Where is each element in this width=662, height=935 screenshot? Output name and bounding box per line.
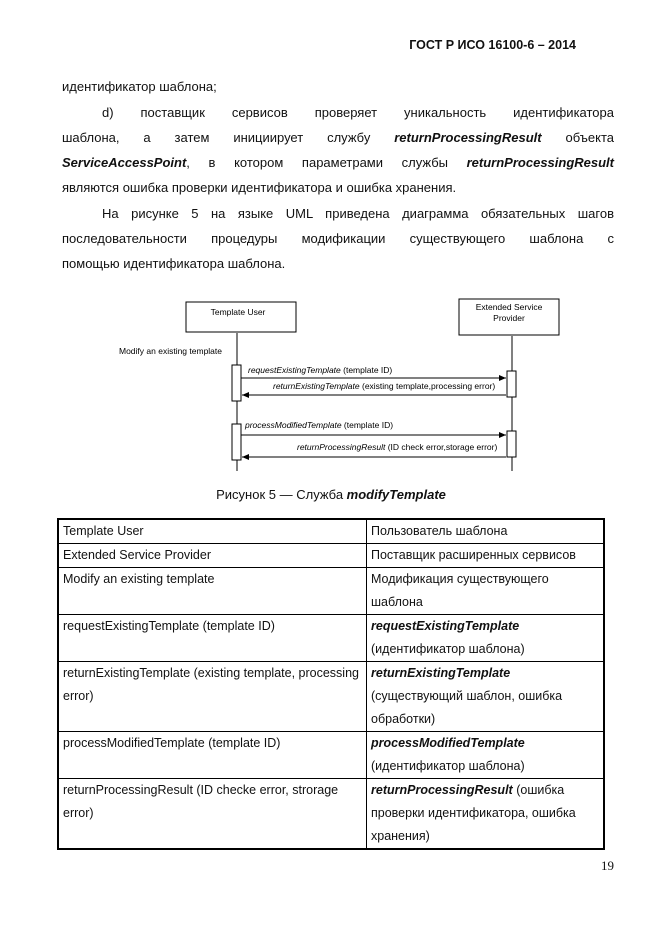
message-name: requestExistingTemplate xyxy=(248,365,341,375)
text-run: объекта xyxy=(541,130,614,145)
term-translation: (идентификатор шаблона) xyxy=(371,642,525,656)
table-row xyxy=(58,568,604,615)
term-translation: Поставщик расширенных сервисов xyxy=(371,548,576,562)
para2-line2: последовательности процедуры модификации существующего шаблона с xyxy=(62,231,614,246)
figure-caption xyxy=(0,487,662,502)
activation-box xyxy=(232,424,241,460)
scenario-label: Modify an existing template xyxy=(119,346,222,356)
caption-service-name: modifyTemplate xyxy=(346,487,446,502)
term-english: processModifiedTemplate (template ID) xyxy=(58,732,367,779)
message-label xyxy=(273,381,495,391)
para2-line3: помощью идентификатора шаблона. xyxy=(62,256,286,271)
term-service-name: returnExistingTemplate xyxy=(371,666,511,680)
item-d-line3 xyxy=(62,150,614,176)
message-args: (ID check error,storage error) xyxy=(385,442,498,452)
document-header: ГОСТ Р ИСО 16100-6 – 2014 xyxy=(409,38,576,52)
term-russian xyxy=(367,732,605,779)
actor-template-user-label: Template User xyxy=(210,307,266,317)
actor-provider-label: Extended Service xyxy=(475,302,543,312)
service-name: returnProcessingResult xyxy=(466,155,614,170)
service-name: returnProcessingResult xyxy=(394,130,542,145)
activation-box xyxy=(232,365,241,401)
term-english: requestExistingTemplate (template ID) xyxy=(58,615,367,662)
item-d-line2 xyxy=(62,125,614,151)
term-russian xyxy=(367,519,605,544)
item-d-line4: являются ошибка проверки идентификатора и ошибка хранения. xyxy=(62,180,457,195)
term-english: returnProcessingResult (ID checke error, strorage error) xyxy=(58,779,367,850)
term-translation: (идентификатор шаблона) xyxy=(371,759,525,773)
para2-line1: На рисунке 5 на языке UML приведена диаграмма обязательных шагов xyxy=(102,206,614,221)
term-russian xyxy=(367,615,605,662)
term-russian xyxy=(367,568,605,615)
term-service-name: returnProcessingResult xyxy=(371,783,513,797)
page-number: 19 xyxy=(601,858,614,873)
terminology-table xyxy=(57,518,605,850)
term-translation: Пользователь шаблона xyxy=(371,524,508,538)
term-translation: (ошибка проверки идентификатора, ошибка хранения) xyxy=(371,783,576,843)
table-row xyxy=(58,779,604,850)
term-english: Modify an existing template xyxy=(58,568,367,615)
term-russian xyxy=(367,544,605,568)
message-name: returnExistingTemplate xyxy=(273,381,360,391)
term-translation: Модификация существующего шаблона xyxy=(371,572,549,609)
text-line: идентификатор шаблона; xyxy=(62,79,217,94)
message-args: (existing template,processing error) xyxy=(359,381,496,391)
object-name: ServiceAccessPoint xyxy=(62,155,187,170)
term-english: returnExistingTemplate (existing template, processing error) xyxy=(58,662,367,732)
table-row xyxy=(58,615,604,662)
term-service-name: requestExistingTemplate xyxy=(371,619,520,633)
caption-prefix: Рисунок 5 — Служба xyxy=(216,487,347,502)
term-translation: (существующий шаблон, ошибка обработки) xyxy=(371,689,563,726)
actor-provider-label: Provider xyxy=(493,313,525,323)
activation-box xyxy=(507,431,516,457)
text-run: шаблона, а затем инициирует службу xyxy=(62,130,395,145)
message-name: returnProcessingResult xyxy=(297,442,386,452)
activation-box xyxy=(507,371,516,397)
table-row xyxy=(58,519,604,544)
message-args: (template ID) xyxy=(341,420,394,430)
table-row xyxy=(58,544,604,568)
item-d-line1: d) поставщик сервисов проверяет уникальность идентификатора xyxy=(102,105,614,120)
message-name: processModifiedTemplate xyxy=(245,420,342,430)
message-args: (template ID) xyxy=(340,365,393,375)
table-row xyxy=(58,662,604,732)
term-english: Template User xyxy=(58,519,367,544)
text-run: , в котором параметрами службы xyxy=(186,155,467,170)
term-russian xyxy=(367,662,605,732)
term-russian xyxy=(367,779,605,850)
term-english: Extended Service Provider xyxy=(58,544,367,568)
sequence-diagram xyxy=(0,295,662,475)
message-label xyxy=(297,442,497,452)
message-label xyxy=(244,420,393,430)
term-service-name: processModifiedTemplate xyxy=(371,736,525,750)
message-label xyxy=(248,365,392,375)
table-row xyxy=(58,732,604,779)
